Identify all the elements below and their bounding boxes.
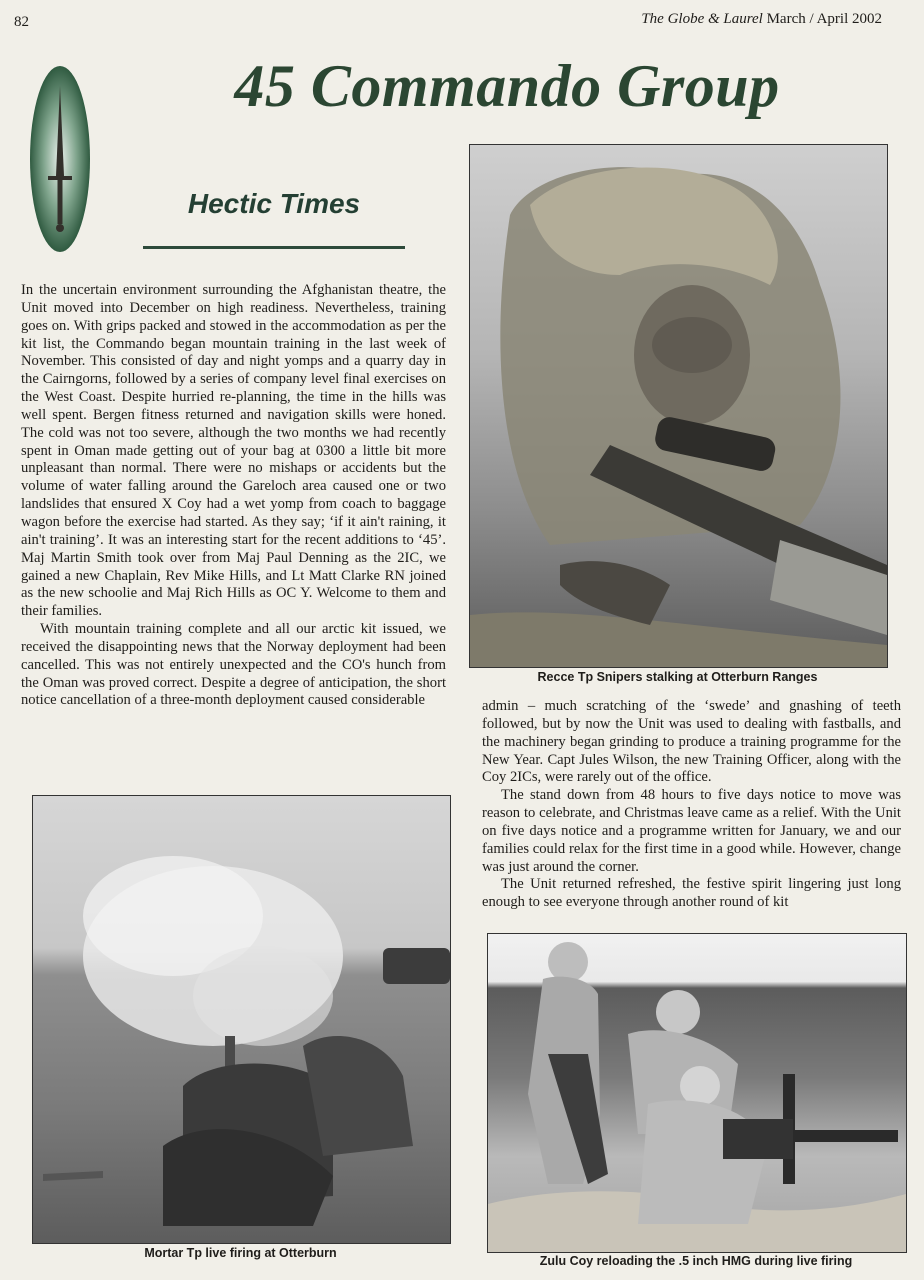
mortar-photo-caption: Mortar Tp live firing at Otterburn [144,1246,337,1260]
mortar-photo [32,795,451,1244]
article-title: 45 Commando Group [234,53,780,119]
section-subtitle: Hectic Times [187,188,361,219]
paragraph: The stand down from 48 hours to five days notice to move was reason to celebrate, and Christmas leave came as a relief. With the Unit on five days notice and a programme written for January, we and our families could relax for the first time in a good while. However, change was just around the corner. [482,787,901,875]
hmg-photo-caption: Zulu Coy reloading the .5 inch HMG during live firing [539,1254,853,1268]
subtitle-rule [143,246,405,249]
paragraph: In the uncertain environment surrounding the Afghanistan theatre, the Unit moved into December on high readiness. Nevertheless, training goes on. With grips packed and stowed in the accommodation as per the kit list, the Commando began mountain training in the last week of November. This consisted of day and night yomps and a quarry day in the Cairngorns, followed by a series of company level final exercises on the West Coast. Despite hurried re-planning, the time in the hills was well spent. Bergen fitness returned and navigation skills were honed. The cold was not too severe, although the two months we had recently spent in Oman made getting out of your bag at 0300 a little bit more unpleasant than normal. There were no mishaps or accidents but the volume of water falling around the Gareloch area caused one or two landslides that ensured X Coy had a wet yomp from coach to baggage wagon before the exercise had started. As they say; ‘if it ain't raining, it ain't training’. It was an interesting start for the recent additions to ‘45’. Maj Martin Smith took over from Maj Paul Denning as the 2IC, we gained a new Chaplain, Rev Mike Hills, and Lt Matt Clarke RN joined as the new schoolie and Maj Rich Hills as OC Y. Welcome to them and their families. [21,282,446,620]
running-head [641,11,882,28]
text-column-right [482,698,901,912]
paragraph: admin – much scratching of the ‘swede’ and gnashing of teeth followed, but by now the Unit was used to dealing with fastballs, and the machinery began grinding to produce a training programme for the New Year. Capt Jules Wilson, the new Training Officer, along with the Coy 2ICs, were rarely out of the office. [482,698,901,786]
issue-date: March / April 2002 [766,11,882,27]
commando-dagger-icon [28,64,92,254]
magazine-name: The Globe & Laurel [641,11,763,27]
paragraph: With mountain training complete and all our arctic kit issued, we received the disappointing news that the Norway deployment had been cancelled. This was not entirely unexpected and the CO's hunch from the Oman was proved correct. Despite a degree of anticipation, the short notice cancellation of a three-month deployment caused considerable [21,621,446,709]
paragraph: The Unit returned refreshed, the festive spirit lingering just long enough to see everyone through another round of kit [482,876,901,911]
page-number: 82 [14,14,29,30]
hmg-photo [487,933,907,1253]
sniper-photo-caption: Recce Tp Snipers stalking at Otterburn Ranges [537,670,818,684]
text-column-left [21,282,446,710]
sniper-photo [469,144,888,668]
